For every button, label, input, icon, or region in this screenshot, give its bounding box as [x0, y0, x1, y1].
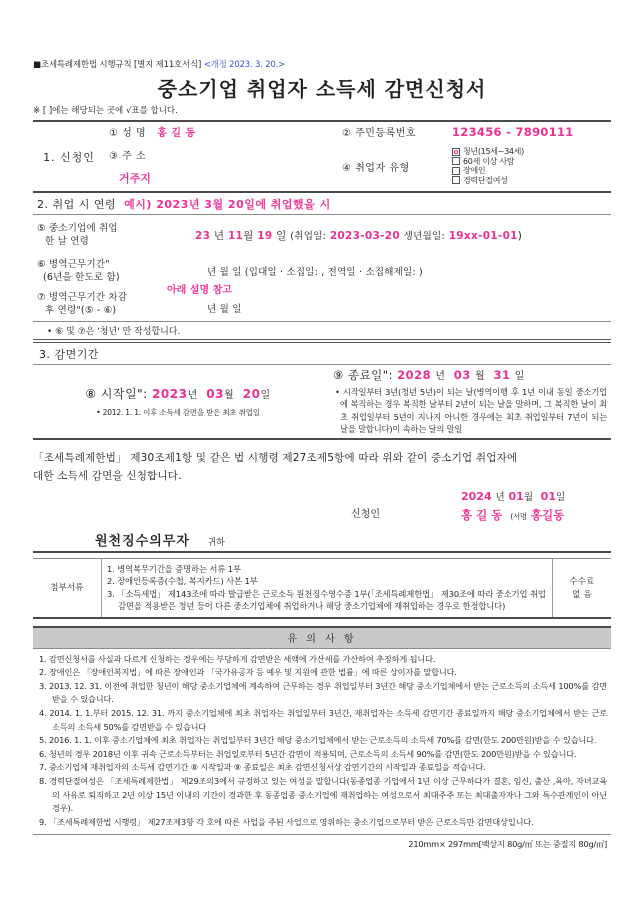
section2-footnote: • ⑥ 및 ⑦은 '청년' 만 작성합니다. — [47, 327, 181, 337]
start-date-note: • 2012. 1. 1. 이후 소득세 감면을 받은 최초 취업일 — [96, 407, 260, 417]
list-item: 5. 2016. 1. 1. 이후 중소기업체에 최초 취업자는 취업일부터 3년간 해당 중소기업체에서 받는 근로소득의 소득세 70%를 감면(한도 200만원)받을 수 있습니다. — [39, 735, 597, 746]
start-day-unit: 일 — [260, 389, 271, 401]
applicant-table — [33, 120, 611, 193]
end-month-unit: 월 — [474, 371, 486, 382]
age-years-unit: 년 — [213, 229, 225, 242]
rrn-cell — [448, 121, 611, 141]
signature-value[interactable]: 홍길동 — [530, 507, 565, 522]
notice-list — [33, 649, 611, 833]
section3-heading: 3. 감면기간 — [39, 348, 99, 361]
notice-section — [33, 626, 611, 836]
signature-date — [461, 489, 565, 503]
attachments-label: 첨부서류 — [33, 558, 102, 618]
end-label: ⑨ 종료일": — [333, 368, 393, 382]
row7-label — [33, 287, 173, 322]
checkbox-option-career-break-woman[interactable] — [452, 176, 607, 186]
name-value[interactable]: 홍 길 동 — [157, 128, 196, 139]
adjusted-age-value[interactable]: 년 월 일 — [207, 304, 242, 315]
rrn-value[interactable]: 123456 - 7890111 — [452, 124, 574, 139]
form-code-line — [33, 58, 611, 70]
birth-date-value[interactable]: 19xx-01-01 — [448, 229, 518, 242]
paper-size-footer: 210mm× 297mm[백상지 80g/㎡ 또는 중질지 80g/㎡] — [408, 839, 607, 850]
end-year[interactable]: 2028 — [397, 368, 432, 382]
row7-label-line2: 후 연령"(⑤ - ⑥) — [45, 305, 117, 316]
end-year-unit: 년 — [435, 371, 446, 382]
age-days-unit: 일 — [276, 229, 287, 242]
page-title: 중소기업 취업자 소득세 감면신청서 — [157, 77, 487, 101]
section2-heading — [33, 193, 611, 214]
checkbox-icon[interactable] — [452, 148, 460, 156]
start-date-line — [37, 385, 319, 402]
table-row — [33, 287, 611, 322]
check-instruction: ※ [ ]에는 해당되는 곳에 √표를 합니다. — [33, 106, 178, 116]
form-revision: <개정 2023. 3. 20.> — [203, 60, 286, 70]
name-cell — [105, 121, 338, 141]
row6-value-cell — [167, 255, 611, 296]
close-paren: ) — [517, 229, 523, 242]
table-row — [33, 365, 611, 439]
option-label: 경력단절여성 — [463, 175, 508, 185]
list-item: 9. 「조세특례제한법 시행령」 제27조제3항 각 호에 따른 사업을 주된 사업으로 영위하는 중소기업으로부터 받은 근로소득만 감면대상입니다. — [39, 816, 534, 827]
age-months-unit: 월 — [243, 229, 254, 242]
hire-date-label: (취업일: — [290, 230, 327, 242]
birth-date-label: 생년월일: — [403, 230, 446, 242]
option-label: 장애인 — [463, 166, 486, 175]
signature-block — [33, 489, 611, 529]
row5-label — [33, 215, 173, 256]
end-date-note: • 시작일부터 3년(청년 5년)이 되는 날(병역이행 후 1년 이내 동일 중소기업에 복직하는 경우 복직한 날부터 2년이 되는 날을 말하며, 그 복직한 날이 최초 취업일부터 5년이 지나지 아니한 경우에는 최초 취업일부터 7년이 되는 날을 말합니다)이 속하는 달의 말일 — [335, 387, 607, 435]
start-month[interactable]: 03 — [206, 386, 224, 401]
hire-date-value[interactable]: 2023-03-20 — [329, 229, 400, 242]
list-item: 1. 감면신청서를 사실과 다르게 신청하는 경우에는 부당하게 감면받은 세액에 가산세를 가산하여 추징하게 됩니다. — [39, 653, 436, 664]
checkbox-option-youth[interactable] — [452, 147, 607, 157]
start-date-cell — [33, 365, 323, 439]
address-cell — [105, 141, 338, 192]
table-row — [33, 255, 611, 287]
checkbox-option-senior[interactable] — [452, 157, 607, 167]
withholder-suffix: 귀하 — [207, 537, 225, 548]
employee-type-label: ④ 취업자 유형 — [342, 162, 410, 174]
checkbox-option-disabled[interactable] — [452, 166, 607, 176]
row6-label-line1: ⑥ 병역근무기간" — [37, 259, 110, 270]
end-day-unit: 일 — [514, 371, 525, 382]
address-value[interactable]: 거주지 — [119, 171, 151, 185]
applicant-section-label: 1. 신청인 — [43, 150, 95, 164]
signer-name[interactable]: 홍 길 동 — [461, 507, 503, 522]
name-label: ① 성 명 — [109, 128, 147, 139]
start-year-unit: 년 — [187, 389, 198, 401]
checkbox-icon[interactable] — [452, 176, 460, 184]
attachments-list — [102, 558, 553, 618]
age-days[interactable]: 19 — [257, 229, 273, 242]
table-row — [33, 558, 611, 618]
end-month[interactable]: 03 — [453, 368, 471, 382]
table-row — [33, 141, 611, 192]
age-table — [33, 214, 611, 322]
start-year[interactable]: 2023 — [152, 386, 188, 401]
row5-label-line2: 한 날 연령 — [45, 236, 89, 247]
form-code: ■조세특례제한법 시행규칙 [별지 제11호서식] — [33, 60, 202, 70]
declaration-line2: 대한 소득세 감면을 신청합니다. — [33, 469, 182, 482]
start-day[interactable]: 20 — [242, 386, 261, 401]
divider — [33, 834, 611, 835]
declaration-line1: 「조세특례제한법」 제30조제1항 및 같은 법 시행령 제27조제5항에 따라 위와 같이 중소기업 취업자에 — [33, 451, 518, 464]
military-period-note: 아래 설명 참고 — [167, 285, 232, 296]
row6-label — [33, 255, 173, 287]
list-item: 7. 중소기업체 재취업자의 소득세 감면기간 ⑧ 시작일과 ⑨ 종료일은 최초 감면신청서상 감면기간의 시작일과 종료일을 적습니다. — [39, 762, 486, 773]
end-day[interactable]: 31 — [493, 368, 511, 382]
age-months[interactable]: 11 — [227, 229, 244, 242]
option-label: 60세 이상 사람 — [463, 156, 515, 166]
section2-example: 예시) 2023년 3월 20일에 취업했을 시 — [124, 198, 331, 211]
row5-label-line1: ⑤ 중소기업에 취업 — [37, 223, 118, 234]
list-item: 4. 2014. 1. 1.부터 2015. 12. 31. 까지 중소기업체에 최초 취업자는 취업일부터 3년간, 재취업자는 소득세 감면기간 종료일까지 해당 중소기업체에서 받는 근로소득의 소득세 50%를 감면받을 수 있습니다 — [39, 708, 607, 732]
attachments-table — [33, 558, 611, 619]
reduction-period-table — [33, 364, 611, 440]
sign-month-unit: 월 — [523, 491, 533, 503]
sign-day[interactable]: 01 — [540, 489, 556, 503]
sign-year[interactable]: 2024 — [461, 489, 492, 503]
list-item: 6. 청년의 경우 2018년 이후 귀속 근로소득부터는 취업일로부터 5년간 감면이 적용되며, 근로소득의 소득세 90%를 감면(한도 200만원)받을 수 있습니다. — [39, 748, 577, 759]
form-sheet — [33, 58, 611, 850]
option-label: 청년(15세~34세) — [463, 147, 524, 156]
withholder-row — [33, 530, 611, 549]
sign-paren-label: (서명 — [510, 511, 527, 521]
checkbox-icon[interactable] — [452, 167, 460, 175]
withholder-label: 원천징수의무자 — [95, 533, 190, 549]
fee-value: 없 음 — [572, 588, 592, 599]
start-label: ⑧ 시작일": — [85, 386, 148, 401]
row7-label-line1: ⑦ 병역근무기간 차감 — [37, 292, 128, 303]
sign-month[interactable]: 01 — [508, 489, 524, 503]
signer-row — [461, 507, 564, 523]
row7-value-cell — [173, 287, 611, 322]
checkbox-icon[interactable] — [452, 157, 460, 165]
section2-title: 2. 취업 시 연령 — [37, 198, 117, 211]
row6-label-line2: (6년을 한도로 함) — [43, 272, 120, 283]
list-item: 8. 경력단절여성은 「조세특례제한법」 제29조의3에서 규정하고 있는 여성을 말합니다(동종업종 기업에서 1년 이상 근무하다가 결혼, 임신, 출산 ,육아, 자녀교육의 사유로 퇴직하고 2년 이상 15년 이내의 기간이 경과한 후 동종업종 중소기업에 재취업하는 여성으로서 최대주주 또는 최대출자자나 그와 특수관계인이 아닌 경우). — [39, 775, 607, 814]
list-item: 3. 2013. 12. 31. 이전에 취업한 청년이 해당 중소기업체에 계속하여 근무하는 경우 취업일부터 3년간 해당 중소기업체에서 받는 근로소득의 소득세 100%를 감면받을 수 있습니다. — [39, 680, 607, 705]
address-label: ③ 주 소 — [109, 150, 147, 162]
declaration-text — [33, 449, 611, 485]
table-row — [33, 215, 611, 256]
notice-title: 유 의 사 항 — [33, 628, 611, 649]
rrn-label: ② 주민등록번호 — [342, 128, 417, 139]
list-item: 2. 장애인등록증(수첩, 복지카드) 사본 1부 — [107, 576, 258, 587]
military-period-value[interactable]: 년 월 일 (입대일 · 소집일: , 전역일 · 소집해제일: ) — [207, 267, 423, 278]
divider — [33, 551, 611, 553]
table-row — [33, 121, 611, 141]
sign-day-unit: 일 — [555, 491, 566, 503]
age-years[interactable]: 23 — [195, 229, 211, 242]
row5-value — [173, 215, 611, 256]
list-item: 1. 병역복무기간을 증명하는 서류 1부 — [107, 563, 241, 574]
sign-year-unit: 년 — [495, 491, 505, 503]
applicant-label: 신청인 — [351, 508, 380, 520]
fee-label: 수수료 — [569, 576, 595, 587]
end-date-line — [333, 367, 607, 383]
start-month-unit: 월 — [223, 389, 235, 401]
list-item: 3. 「소득세법」 제143조에 따라 발급받은 근로소득 원천징수영수증 1부(「조세특례제한법」 제30조에 따라 중소기업 취업 감면을 적용받은 청년 등이 다른 중소기업체에 취업하거나 해당 중소기업체에 재취업하는 경우로 한정합니다) — [107, 588, 546, 612]
list-item: 2. 장애인은 「장애인복지법」에 따른 장애인과 「국가유공자 등 예우 및 지원에 관한 법률」에 따른 상이자를 말합니다. — [39, 667, 457, 678]
end-date-cell — [323, 365, 611, 439]
employee-type-options — [448, 141, 611, 192]
fee-cell — [553, 558, 612, 618]
